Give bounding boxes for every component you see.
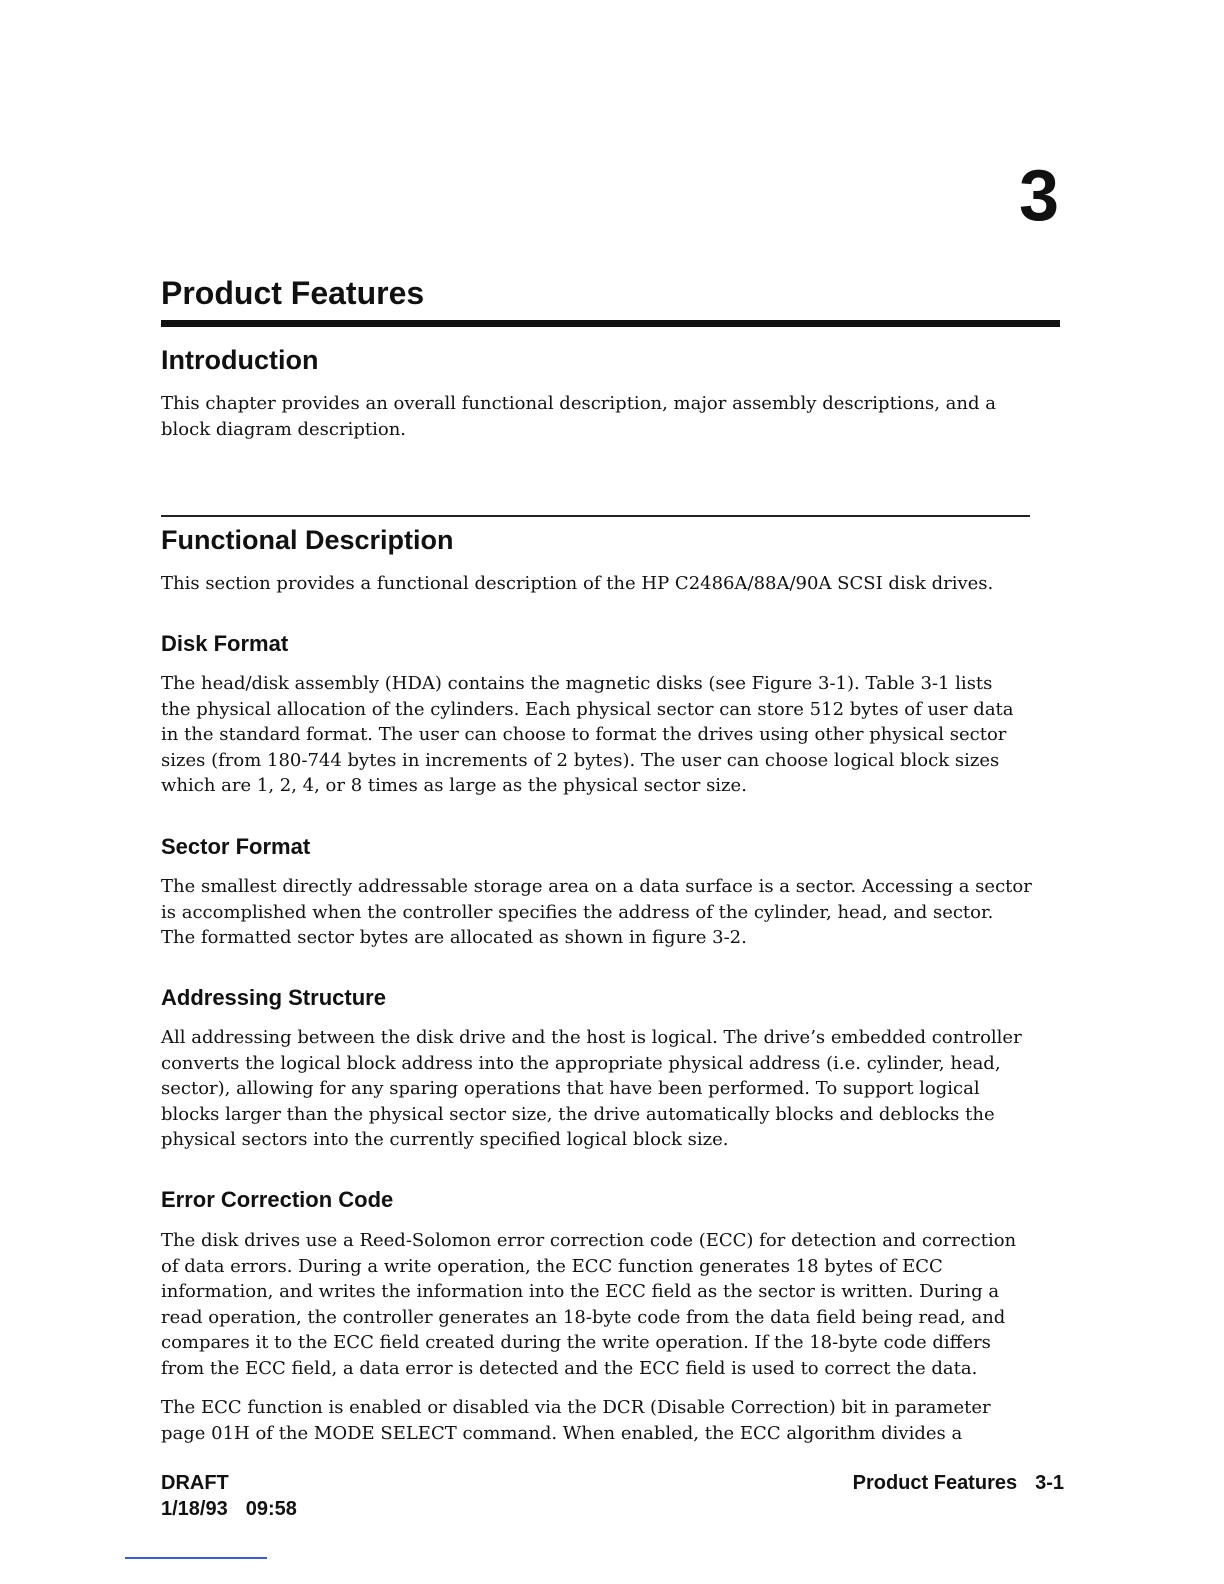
heading-disk-format: Disk Format (161, 631, 289, 656)
footer-time: 09:58 (245, 1498, 297, 1520)
footer-draft-stamp (161, 1470, 297, 1522)
footer-page-label (853, 1470, 1064, 1496)
chapter-title: Product Features (161, 275, 425, 311)
section-divider (161, 515, 1030, 517)
footer-draft-label: DRAFT (161, 1472, 229, 1494)
footer-section-name: Product Features (852, 1472, 1018, 1494)
bottom-link-underline (125, 1557, 267, 1559)
footer-date: 1/18/93 (161, 1498, 228, 1520)
footer-page-number: 3-1 (1035, 1472, 1064, 1494)
heading-functional-description: Functional Description (161, 525, 454, 555)
heading-sector-format: Sector Format (161, 834, 311, 859)
paragraph-addressing-structure: All addressing between the disk drive and the host is logical. The drive’s embedded controller converts the logical block address into the appropriate physical address (i.e. cylinder, head, sector), allowing for any sparing operations that have been performed. To support logical blocks larger than the physical sector size, the drive automatically blocks and deblocks the physical sectors into the currently specified logical block size. (161, 1027, 1022, 1151)
chapter-title-rule (161, 320, 1060, 327)
heading-error-correction-code: Error Correction Code (161, 1187, 394, 1212)
heading-addressing-structure: Addressing Structure (161, 985, 386, 1010)
footer-date-line (161, 1496, 297, 1522)
paragraph-disk-format: The head/disk assembly (HDA) contains the magnetic disks (see Figure 3-1). Table 3-1 lists the physical allocation of the cylinders. Each physical sector can store 512 bytes of user data in the standard format. The user can choose to format the drives using other physical sector sizes (from 180-744 bytes in increments of 2 bytes). The user can choose logical block sizes which are 1, 2, 4, or 8 times as large as the physical sector size. (161, 673, 1014, 797)
chapter-number: 3 (1018, 156, 1058, 236)
paragraph-introduction: This chapter provides an overall functional description, major assembly descriptions, and a block diagram description. (161, 393, 996, 440)
paragraph-ecc-1: The disk drives use a Reed-Solomon error correction code (ECC) for detection and correction of data errors. During a write operation, the ECC function generates 18 bytes of ECC information, and writes the information into the ECC field as the sector is written. During a read operation, the controller generates an 18-byte code from the data field being read, and compares it to the ECC field created during the write operation. If the 18-byte code differs from the ECC field, a data error is detected and the ECC field is used to correct the data. (161, 1230, 1017, 1379)
heading-introduction: Introduction (161, 345, 319, 375)
paragraph-sector-format: The smallest directly addressable storage area on a data surface is a sector. Accessing a sector is accomplished when the controller specifies the address of the cylinder, head, and sector. The formatted sector bytes are allocated as shown in figure 3-2. (161, 876, 1032, 949)
paragraph-ecc-2: The ECC function is enabled or disabled via the DCR (Disable Correction) bit in parameter page 01H of the MODE SELECT command. When enabled, the ECC algorithm divides a (161, 1397, 991, 1444)
paragraph-functional-description: This section provides a functional description of the HP C2486A/88A/90A SCSI disk drives. (161, 573, 994, 594)
